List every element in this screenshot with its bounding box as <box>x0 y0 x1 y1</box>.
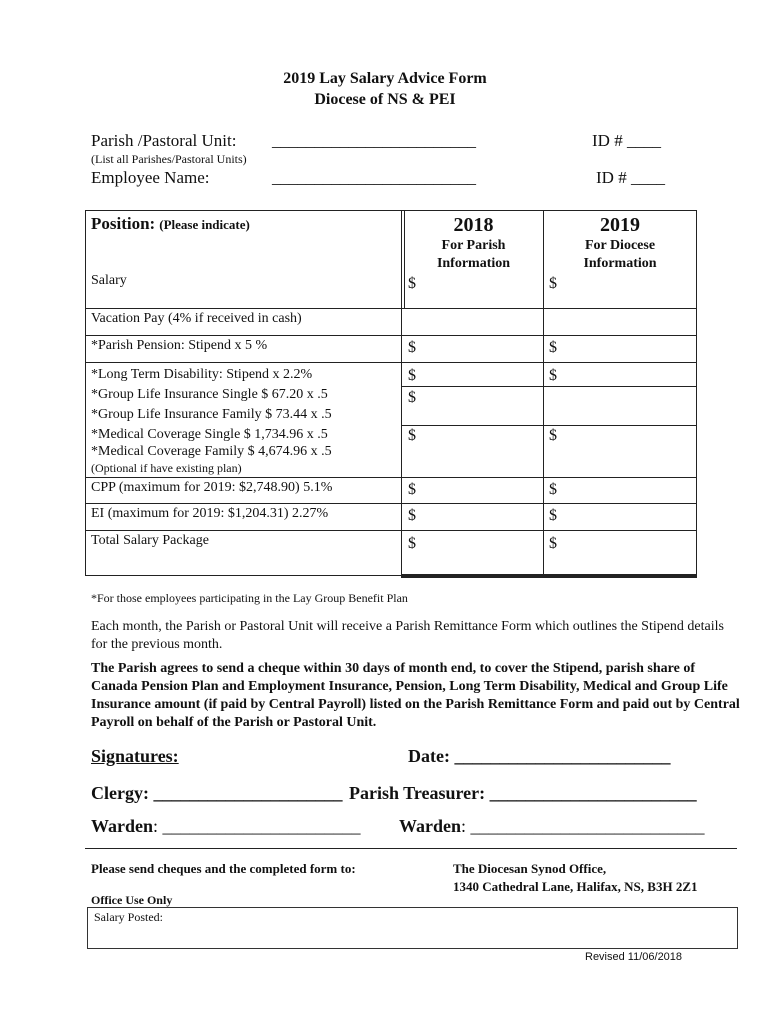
row-gl-family-label: *Group Life Insurance Family $ 73.44 x .5 <box>91 407 332 422</box>
office-use-label: Office Use Only <box>91 893 173 907</box>
date-field[interactable]: Date: ________________________ <box>408 746 671 766</box>
row-vacation-label: Vacation Pay (4% if received in cash) <box>91 311 302 326</box>
total-2019-field[interactable]: $ <box>549 535 557 552</box>
address-line1: The Diocesan Synod Office, <box>453 861 607 876</box>
col-2019-year: 2019 <box>600 214 640 236</box>
salary-2019-field[interactable]: $ <box>549 275 557 292</box>
parish-field[interactable]: ________________________ <box>272 131 476 150</box>
ei-2019-field[interactable]: $ <box>549 507 557 524</box>
agreement-paragraph: The Parish agrees to send a cheque within 30 days of month end, to cover the Stipend, parish share of Canada Pension Plan and Employment Insurance, Pension, Long Term Disability, Medical and Group Life Insurance amount (if paid by Central Payroll) listed on the Parish Remittance Form and paid out by Central Payroll on behalf of the Parish or Pastoral Unit. <box>91 661 740 730</box>
pension-2018-field[interactable]: $ <box>408 339 416 356</box>
warden1-label: Warden <box>91 816 154 836</box>
section-divider <box>85 848 737 849</box>
row-optional-note: (Optional if have existing plan) <box>91 461 242 475</box>
parish-note: (List all Parishes/Pastoral Units) <box>91 152 247 166</box>
office-use-box <box>87 907 738 949</box>
cpp-2018-field[interactable]: $ <box>408 481 416 498</box>
gl-2018-field[interactable]: $ <box>408 389 416 406</box>
form-subtitle: Diocese of NS & PEI <box>314 91 456 108</box>
total-2018-field[interactable]: $ <box>408 535 416 552</box>
ltd-2019-field[interactable]: $ <box>549 367 557 384</box>
address-line2: 1340 Cathedral Lane, Halifax, NS, B3H 2Z1 <box>453 879 698 894</box>
salary-posted-label: Salary Posted: <box>94 910 163 924</box>
parish-id-field[interactable]: ID # ____ <box>592 131 661 150</box>
parish-label: Parish /Pastoral Unit: <box>91 131 237 150</box>
warden1-blank: : ______________________ <box>153 816 361 836</box>
row-cpp-label: CPP (maximum for 2019: $2,748.90) 5.1% <box>91 480 333 495</box>
med-2019-field[interactable]: $ <box>549 427 557 444</box>
warden2-label: Warden <box>399 816 462 836</box>
position-note: (Please indicate) <box>159 217 250 232</box>
footnote: *For those employees participating in the Lay Group Benefit Plan <box>91 591 408 605</box>
send-label: Please send cheques and the completed form to: <box>91 861 356 876</box>
med-2018-field[interactable]: $ <box>408 427 416 444</box>
warden1-signature-field[interactable] <box>91 816 361 837</box>
form-title: 2019 Lay Salary Advice Form <box>283 70 487 87</box>
position-header <box>91 214 250 234</box>
col-2019-sub2: Information <box>583 256 657 271</box>
row-gl-single-label: *Group Life Insurance Single $ 67.20 x .5 <box>91 387 328 402</box>
warden2-blank: : __________________________ <box>461 816 705 836</box>
col-2018-sub1: For Parish <box>441 238 506 253</box>
treasurer-signature-field[interactable]: Parish Treasurer: _______________________ <box>349 783 697 803</box>
employee-field[interactable]: ________________________ <box>272 168 476 187</box>
position-label: Position: <box>91 214 156 233</box>
signatures-heading: Signatures: <box>91 746 179 766</box>
col-2019-sub1: For Diocese <box>584 238 656 253</box>
cpp-2019-field[interactable]: $ <box>549 481 557 498</box>
col-2018-sub2: Information <box>436 256 511 271</box>
row-ei-label: EI (maximum for 2019: $1,204.31) 2.27% <box>91 506 329 521</box>
remittance-paragraph: Each month, the Parish or Pastoral Unit will receive a Parish Remittance Form which outlines the Stipend details for the previous month. <box>91 619 724 652</box>
employee-label: Employee Name: <box>91 168 210 187</box>
employee-id-field[interactable]: ID # ____ <box>596 168 665 187</box>
row-ltd-label: *Long Term Disability: Stipend x 2.2% <box>91 367 313 382</box>
pension-2019-field[interactable]: $ <box>549 339 557 356</box>
row-pension-label: *Parish Pension: Stipend x 5 % <box>91 338 268 353</box>
ei-2018-field[interactable]: $ <box>408 507 416 524</box>
revised-date: Revised 11/06/2018 <box>585 951 683 963</box>
row-total-label: Total Salary Package <box>91 533 209 548</box>
row-med-family-label: *Medical Coverage Family $ 4,674.96 x .5 <box>91 444 332 459</box>
ltd-2018-field[interactable]: $ <box>408 367 416 384</box>
row-salary-label: Salary <box>91 273 127 288</box>
salary-2018-field[interactable]: $ <box>408 275 416 292</box>
col-2018-year: 2018 <box>453 214 494 236</box>
warden2-signature-field[interactable] <box>399 816 705 837</box>
clergy-signature-field[interactable]: Clergy: _____________________ <box>91 783 343 803</box>
row-med-single-label: *Medical Coverage Single $ 1,734.96 x .5 <box>91 427 328 442</box>
